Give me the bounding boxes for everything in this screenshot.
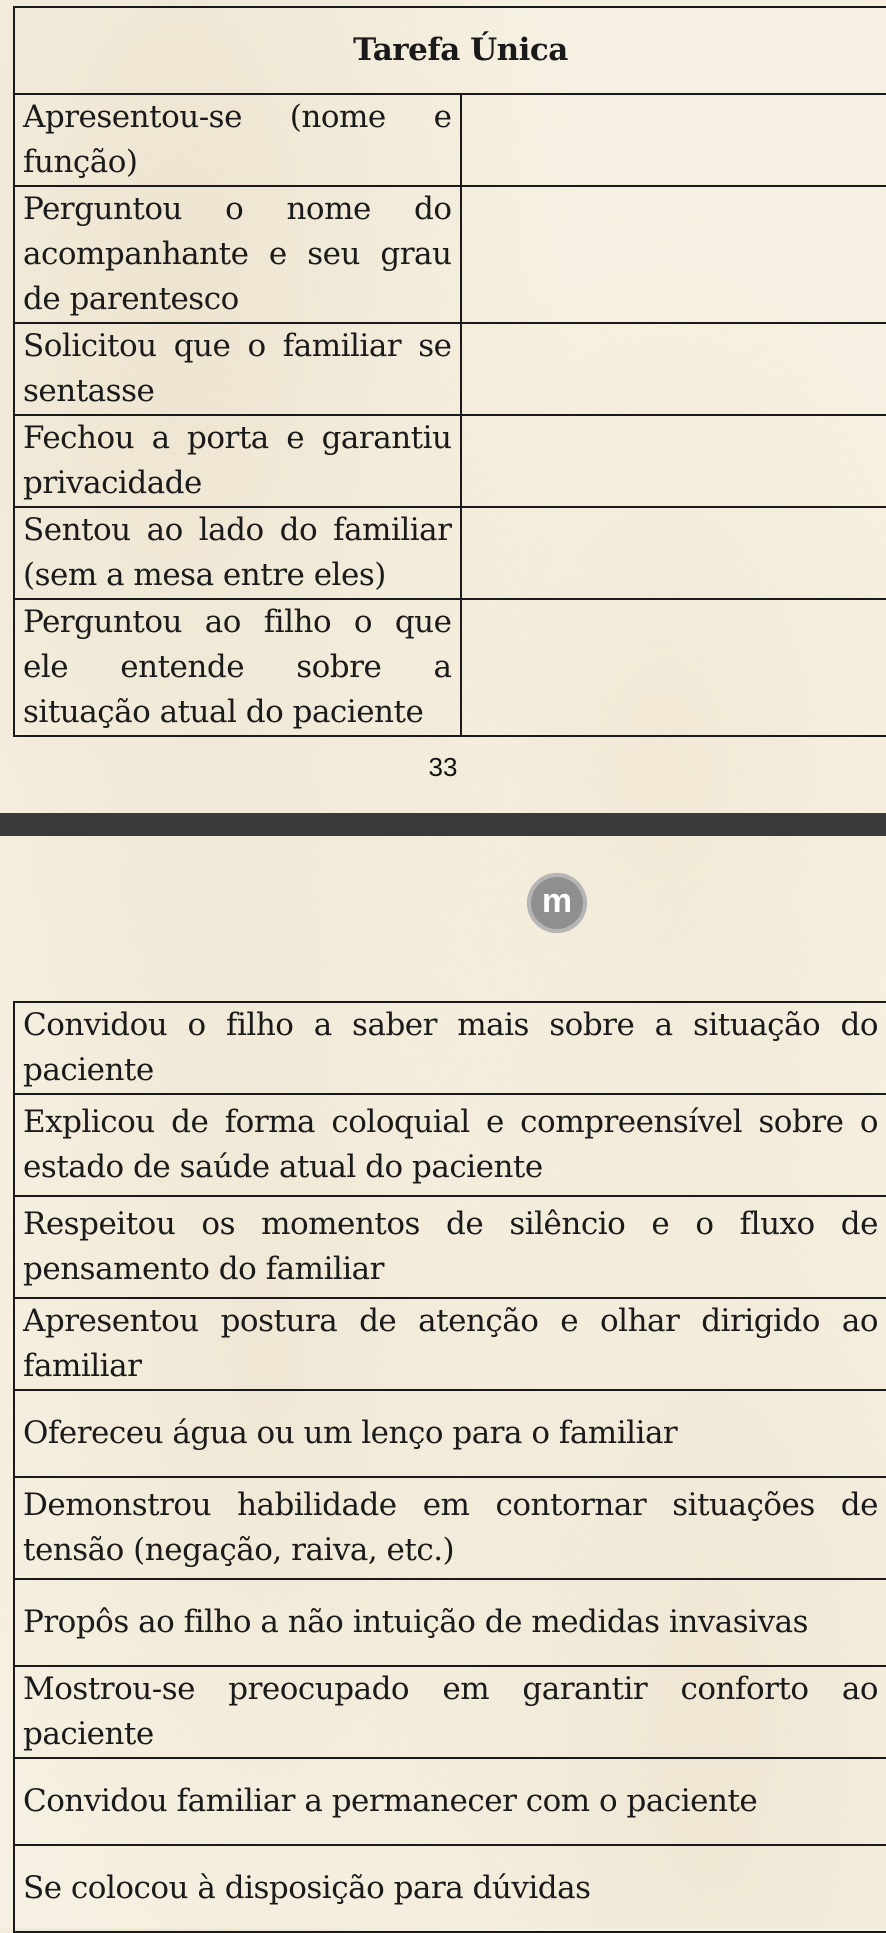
checklist-item: Respeitou os momentos de silêncio e o fluxo de pensamento do familiar <box>14 1196 886 1298</box>
table-row <box>14 1845 886 1932</box>
page-number: 33 <box>0 752 886 783</box>
table-row <box>14 1579 886 1666</box>
table-row <box>14 94 886 186</box>
checklist-item: Solicitou que o familiar se sentasse <box>14 323 461 415</box>
score-cell[interactable] <box>461 323 886 415</box>
checklist-item: Se colocou à disposição para dúvidas <box>14 1845 886 1932</box>
table-row <box>14 1002 886 1094</box>
score-cell[interactable] <box>461 415 886 507</box>
document-page-33 <box>0 0 886 808</box>
checklist-item: Perguntou o nome do acompanhante e seu grau de parentesco <box>14 186 461 323</box>
table-row <box>14 1477 886 1579</box>
checklist-item: Apresentou-se (nome e função) <box>14 94 461 186</box>
table-row <box>14 415 886 507</box>
table-row <box>14 1390 886 1477</box>
score-cell[interactable] <box>461 186 886 323</box>
table-row <box>14 186 886 323</box>
table-row <box>14 1298 886 1390</box>
table-row <box>14 1094 886 1196</box>
table-row <box>14 599 886 736</box>
checklist-item: Apresentou postura de atenção e olhar dirigido ao familiar <box>14 1298 886 1390</box>
score-cell[interactable] <box>461 599 886 736</box>
score-cell[interactable] <box>461 507 886 599</box>
app-logo-icon[interactable]: m <box>527 873 587 933</box>
checklist-item: Perguntou ao filho o que ele entende sobre a situação atual do paciente <box>14 599 461 736</box>
checklist-item: Fechou a porta e garantiu privacidade <box>14 415 461 507</box>
table-row <box>14 323 886 415</box>
checklist-item: Convidou o filho a saber mais sobre a situação do paciente <box>14 1002 886 1094</box>
table-row <box>14 1666 886 1758</box>
checklist-item: Ofereceu água ou um lenço para o familiar <box>14 1390 886 1477</box>
checklist-item: Explicou de forma coloquial e compreensível sobre o estado de saúde atual do paciente <box>14 1094 886 1196</box>
checklist-item: Sentou ao lado do familiar (sem a mesa entre eles) <box>14 507 461 599</box>
checklist-item: Convidou familiar a permanecer com o paciente <box>14 1758 886 1845</box>
table-title: Tarefa Única <box>14 7 886 94</box>
table-row <box>14 1196 886 1298</box>
page-divider <box>0 813 886 836</box>
checklist-table-bottom <box>13 1001 886 1933</box>
score-cell[interactable] <box>461 94 886 186</box>
checklist-item: Demonstrou habilidade em contornar situações de tensão (negação, raiva, etc.) <box>14 1477 886 1579</box>
checklist-item: Mostrou-se preocupado em garantir conforto ao paciente <box>14 1666 886 1758</box>
checklist-table-top <box>13 6 886 737</box>
table-row <box>14 1758 886 1845</box>
table-row <box>14 507 886 599</box>
checklist-item: Propôs ao filho a não intuição de medidas invasivas <box>14 1579 886 1666</box>
